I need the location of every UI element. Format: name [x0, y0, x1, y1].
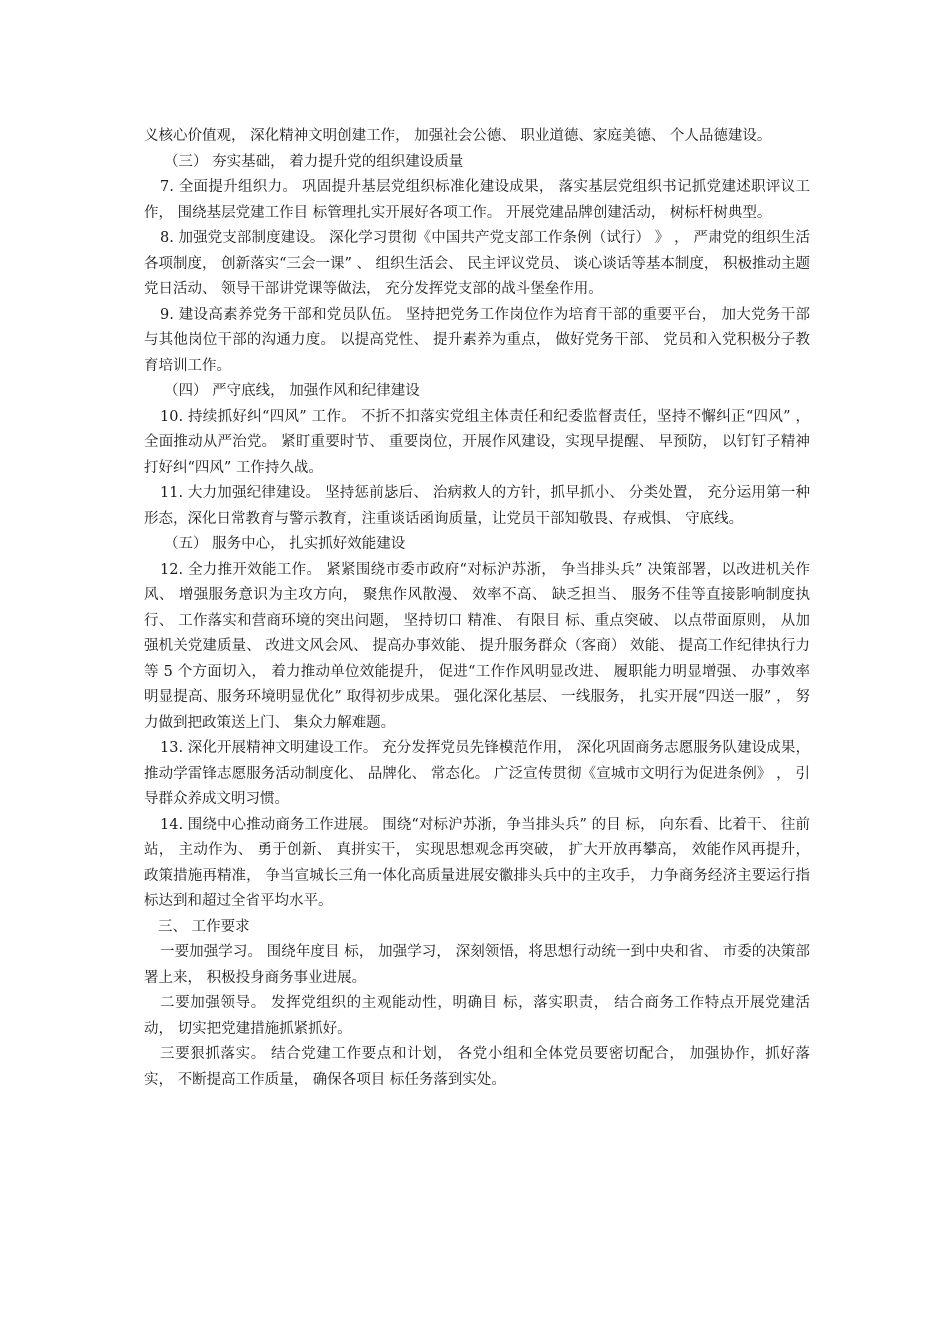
item-11: 11. 大力加强纪律建设。 坚持惩前毖后、 治病救人的方针，抓早抓小、 分类处置， 充分运用第一种形态，深化日常教育与警示教育，注重谈话函询质量，让党员干部知敬畏、存戒惧、 守底线。: [144, 485, 810, 527]
item-12: 12. 全力推开效能工作。 紧紧围绕市委市政府“对标沪苏浙， 争当排头兵” 决策部署，以改进机关作风、 增强服务意识为主攻方向， 聚焦作风散漫、 效率不高、 缺乏担当、 服务不佳等直接影响制度执行、 工作落实和营商环境的突出问题， 坚持切口 精准、 有限目 标、重点突破、 以点带面原则， 从加强机关党建质量、 改进文风会风、 提高办事效能、 提升服务群众（客商） 效能、 提高工作纪律执行力等 5 个方面切入， 着力推动单位效能提升， 促进“工作作风明显改进、 履职能力明显增强、 办事效率明显提高、服务环境明显优化” 取得初步成果。 强化深化基层、 一线服务， 扎实开展“四送一服” ， 努力做到把政策送上门、 集众力解难题。: [144, 561, 810, 731]
subsection-heading-3: （三） 夯实基础， 着力提升党的组织建设质量: [164, 153, 464, 170]
item-8: 8. 加强党支部制度建设。 深化学习贯彻《中国共产党支部工作条例（试行） 》 ， 严肃党的组织生活各项制度， 创新落实“三会一课” 、 组织生活会、 民主评议党员、 谈心谈话等基本制度， 积极推动主题党日活动、 领导干部讲党课等做法， 充分发挥党支部的战斗堡垒作用。: [144, 230, 810, 297]
requirement-implementation: 三要狠抓落实。 结合党建工作要点和计划， 各党小组和全体党员要密切配合， 加强协作，抓好落实， 不断提高工作质量， 确保各项目 标任务落到实处。: [144, 1046, 810, 1088]
item-10: 10. 持续抓好纠“四风” 工作。 不折不扣落实党组主体责任和纪委监督责任，坚持不懈纠正“四风” ， 全面推动从严治党。 紧盯重要时节、 重要岗位，开展作风建设，实现早提醒、 早预防， 以钉钉子精神打好纠“四风” 工作持久战。: [144, 408, 810, 476]
item-13: 13. 深化开展精神文明建设工作。 充分发挥党员先锋模范作用， 深化巩固商务志愿服务队建设成果， 推动学雷锋志愿服务活动制度化、 品牌化、 常态化。 广泛宣传贯彻《宣城市文明行为促进条例》 ， 引导群众养成文明习惯。: [144, 740, 810, 807]
subsection-heading-4: （四） 严守底线， 加强作风和纪律建设: [164, 383, 420, 399]
item-14: 14. 围绕中心推动商务工作进展。 围绕“对标沪苏浙，争当排头兵” 的目 标， 向东看、比着干、 往前站， 主动作为、 勇于创新、 真拼实干， 实现思想观念再突破， 扩大开放再攀高， 效能作风再提升， 政策措施再精准， 争当宣城长三角一体化高质量进展安徽排头兵中的主攻手， 力争商务经济主要运行指标达到和超过全省平均水平。: [144, 816, 810, 909]
requirement-leadership: 二要加强领导。 发挥党组织的主观能动性，明确目 标，落实职责， 结合商务工作特点开展党建活动， 切实把党建措施抓紧抓好。: [144, 995, 810, 1037]
requirement-study: 一要加强学习。 围绕年度目 标， 加强学习， 深刻领悟，将思想行动统一到中央和省、 市委的决策部署上来， 积极投身商务事业进展。: [144, 944, 810, 986]
item-9: 9. 建设高素养党务干部和党员队伍。 坚持把党务工作岗位作为培育干部的重要平台， 加大党务干部与其他岗位干部的沟通力度。 以提高党性、 提升素养为重点， 做好党务干部、 党员和入党积极分子教育培训工作。: [144, 306, 810, 374]
item-7: 7. 全面提升组织力。 巩固提升基层党组织标准化建设成果， 落实基层党组织书记抓党建述职评议工作， 围绕基层党建工作目 标管理扎实开展好各项工作。 开展党建品牌创建活动， 树标杆树典型。: [144, 179, 810, 221]
subsection-heading-5: （五） 服务中心， 扎实抓好效能建设: [164, 536, 406, 552]
document-page: [144, 124, 810, 1093]
section-heading-work-requirements: 三、 工作要求: [158, 918, 250, 935]
paragraph-continuation: 义核心价值观， 深化精神文明创建工作， 加强社会公德、 职业道德、家庭美德、 个人品德建设。: [144, 128, 772, 144]
